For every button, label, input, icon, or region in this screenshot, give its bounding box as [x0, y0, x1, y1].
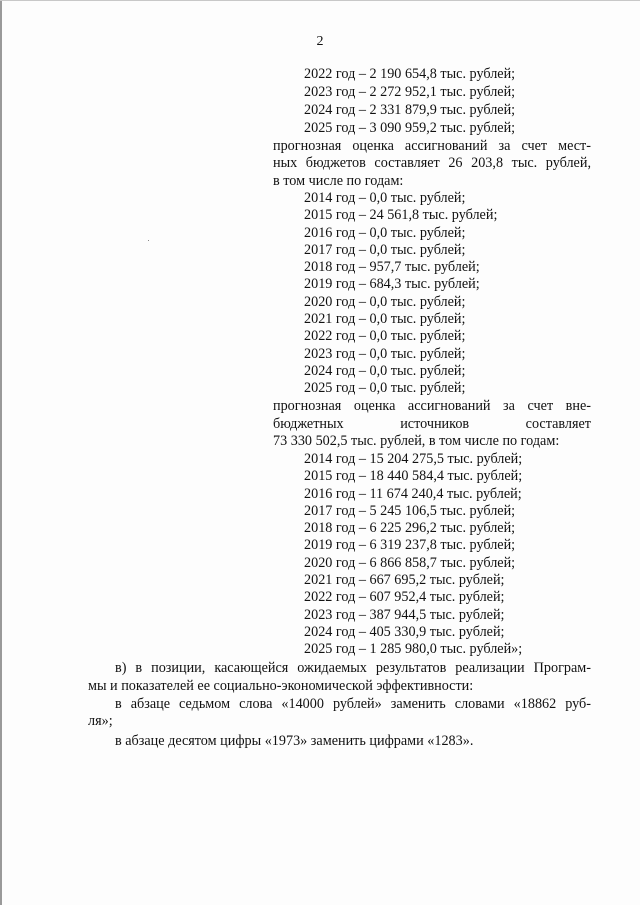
local-budget-year-line: 2018 год – 957,7 тыс. рублей;	[304, 259, 480, 275]
local-budget-year-line: 2014 год – 0,0 тыс. рублей;	[304, 190, 466, 206]
local-budget-year-line: 2024 год – 0,0 тыс. рублей;	[304, 363, 466, 379]
extrabudget-year-line: 2018 год – 6 225 296,2 тыс. рублей;	[304, 520, 516, 536]
item-v-paragraph-line: мы и показателей ее социально-экономической эффективности:	[88, 678, 474, 694]
budget-year-line: 2025 год – 3 090 959,2 тыс. рублей;	[304, 120, 516, 136]
extrabudget-year-line: 2017 год – 5 245 106,5 тыс. рублей;	[304, 503, 516, 519]
local-budget-year-line: 2020 год – 0,0 тыс. рублей;	[304, 294, 466, 310]
local-budget-year-line: 2016 год – 0,0 тыс. рублей;	[304, 225, 466, 241]
local-budget-year-line: 2023 год – 0,0 тыс. рублей;	[304, 346, 466, 362]
local-budget-year-line: 2021 год – 0,0 тыс. рублей;	[304, 311, 466, 327]
local-budget-year-line: 2019 год – 684,3 тыс. рублей;	[304, 276, 480, 292]
extrabudget-year-line: 2016 год – 11 674 240,4 тыс. рублей;	[304, 486, 522, 502]
local-budget-year-line: 2025 год – 0,0 тыс. рублей;	[304, 380, 466, 396]
extrabudget-paragraph-line: прогнозная оценка ассигнований за счет вне-	[273, 398, 591, 414]
abzac-7-text: в абзаце седьмом слова «14000 рублей» заменить словами «18862 руб-	[115, 696, 591, 712]
extrabudget-paragraph-line: 73 330 502,5 тыс. рублей, в том числе по годам:	[273, 433, 560, 449]
local-budget-year-line: 2015 год – 24 561,8 тыс. рублей;	[304, 207, 498, 223]
item-v-paragraph-line	[115, 660, 591, 677]
extrabudget-year-line: 2025 год – 1 285 980,0 тыс. рублей»;	[304, 641, 523, 657]
budget-year-line: 2023 год – 2 272 952,1 тыс. рублей;	[304, 84, 516, 100]
extrabudget-year-line: 2021 год – 667 695,2 тыс. рублей;	[304, 572, 505, 588]
local-budget-paragraph-line: прогнозная оценка ассигнований за счет мест-	[273, 138, 591, 154]
extrabudget-paragraph-line: бюджетных источников составляет	[273, 416, 591, 432]
scan-edge	[0, 0, 2, 905]
scan-edge-top	[0, 0, 640, 1]
abzac-7-paragraph-line: ля»;	[88, 713, 113, 729]
budget-year-line: 2022 год – 2 190 654,8 тыс. рублей;	[304, 66, 516, 82]
local-budget-paragraph-line: в том числе по годам:	[273, 173, 404, 189]
abzac-10-paragraph-line: в абзаце десятом цифры «1973» заменить цифрами «1283».	[115, 733, 474, 749]
local-budget-paragraph-line: ных бюджетов составляет 26 203,8 тыс. рублей,	[273, 155, 591, 171]
item-v-text: в) в позиции, касающейся ожидаемых результатов реализации Програм-	[115, 660, 591, 676]
extrabudget-year-line: 2024 год – 405 330,9 тыс. рублей;	[304, 624, 505, 640]
budget-year-line: 2024 год – 2 331 879,9 тыс. рублей;	[304, 102, 516, 118]
extrabudget-year-line: 2020 год – 6 866 858,7 тыс. рублей;	[304, 555, 516, 571]
extrabudget-year-line: 2019 год – 6 319 237,8 тыс. рублей;	[304, 537, 516, 553]
scan-speck	[148, 240, 149, 241]
abzac-7-paragraph-line	[115, 696, 591, 713]
extrabudget-year-line: 2015 год – 18 440 584,4 тыс. рублей;	[304, 468, 523, 484]
page-number: 2	[316, 34, 324, 49]
extrabudget-year-line: 2014 год – 15 204 275,5 тыс. рублей;	[304, 451, 523, 467]
extrabudget-year-line: 2023 год – 387 944,5 тыс. рублей;	[304, 607, 505, 623]
extrabudget-year-line: 2022 год – 607 952,4 тыс. рублей;	[304, 589, 505, 605]
local-budget-year-line: 2022 год – 0,0 тыс. рублей;	[304, 328, 466, 344]
local-budget-year-line: 2017 год – 0,0 тыс. рублей;	[304, 242, 466, 258]
